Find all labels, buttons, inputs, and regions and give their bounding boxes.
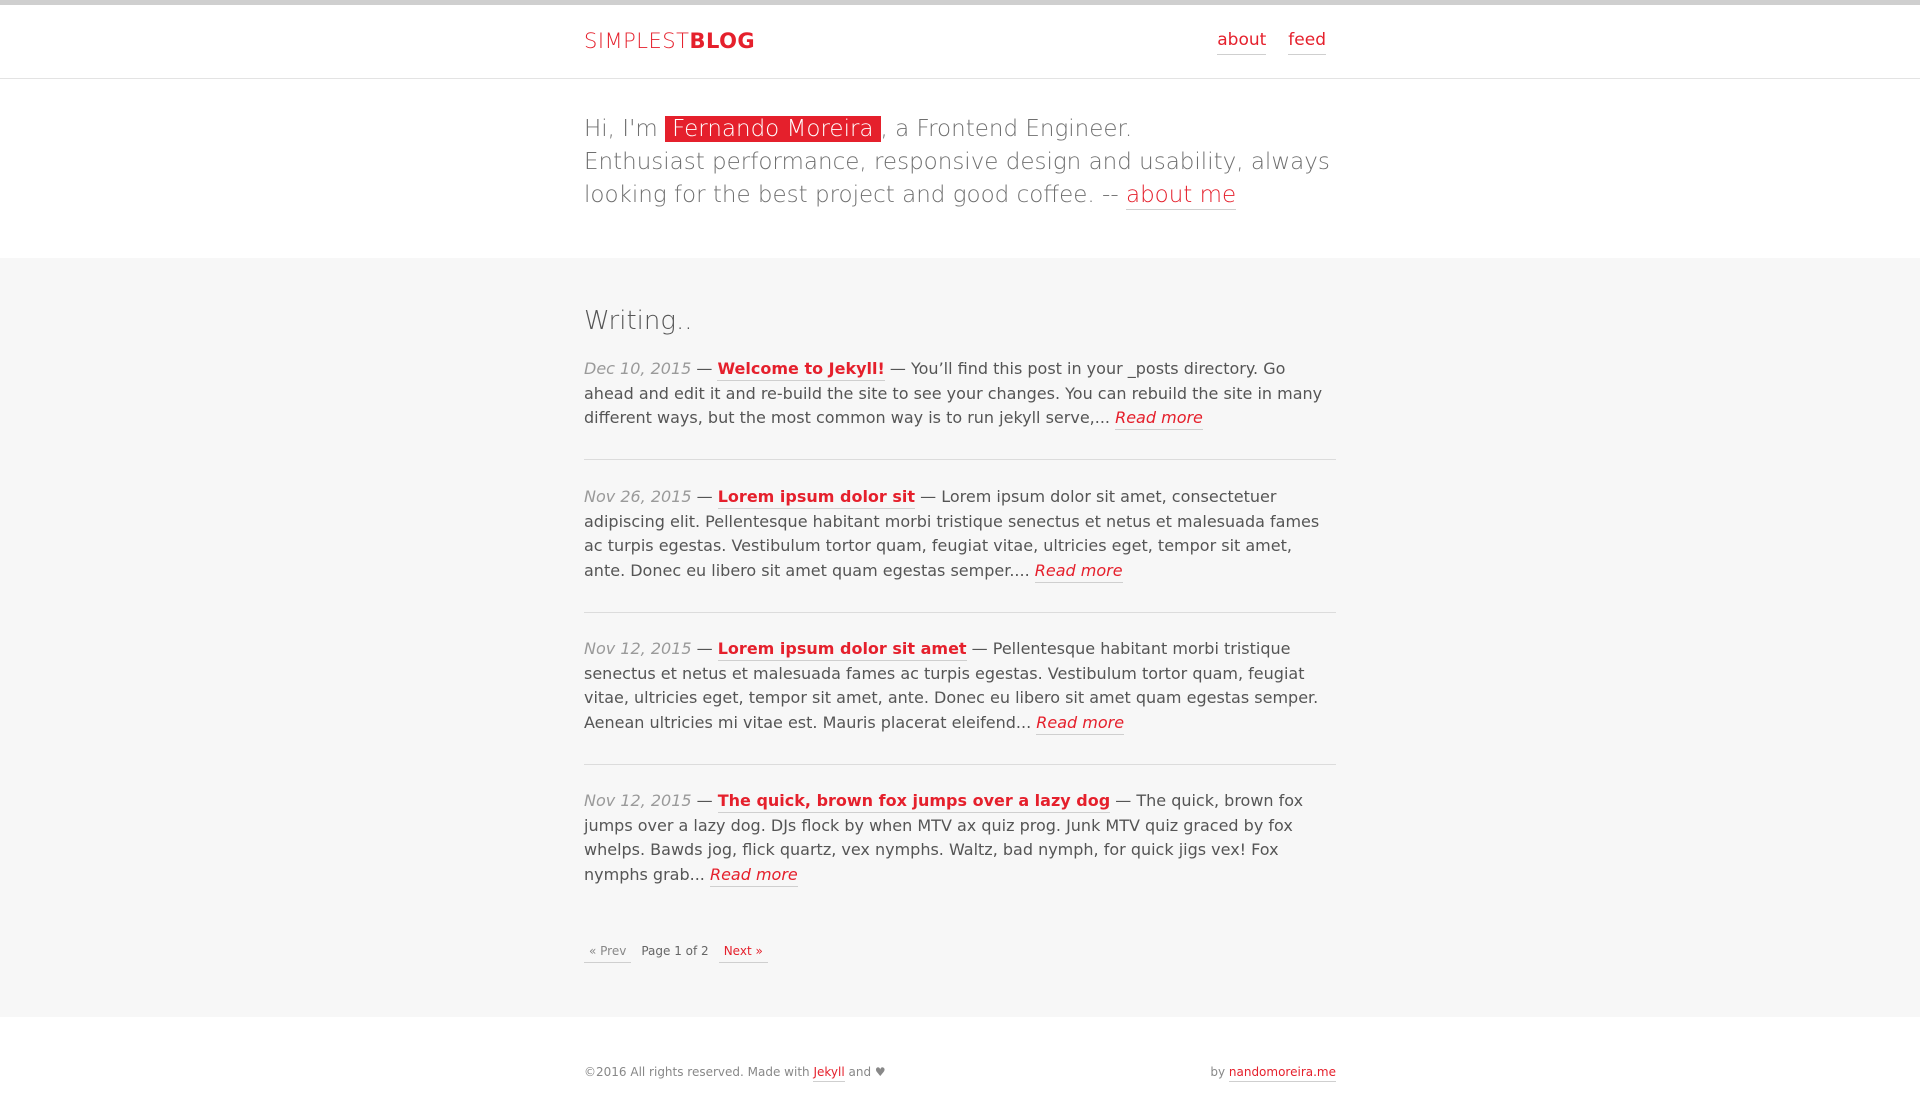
- footer-copyright: [584, 1065, 886, 1079]
- post-title-link[interactable]: The quick, brown fox jumps over a lazy dog: [718, 791, 1110, 813]
- read-more-link[interactable]: Read more: [1115, 408, 1203, 430]
- post-date: Nov 26, 2015: [584, 487, 692, 506]
- by-text: by: [1210, 1065, 1229, 1079]
- read-more-link[interactable]: Read more: [1036, 713, 1124, 735]
- main-nav: [1217, 30, 1326, 55]
- site-logo[interactable]: [584, 29, 755, 55]
- intro-description: Enthusiast performance, responsive design and usability, always looking for the best project and good coffee. --: [584, 149, 1330, 208]
- intro-greeting: Hi, I'm: [584, 116, 666, 142]
- logo-bold-text: BLOG: [689, 29, 756, 53]
- nav-about-link[interactable]: about: [1217, 30, 1266, 55]
- post-excerpt: — You’ll find this post in your _posts directory. Go ahead and edit it and re-build the site to see your changes. You can rebuild the site in many different ways, but the most common way is to run jekyll serve,...: [584, 359, 1323, 427]
- post-date: Nov 12, 2015: [584, 639, 692, 658]
- author-site-link[interactable]: nandomoreira.me: [1229, 1065, 1336, 1082]
- read-more-link[interactable]: Read more: [710, 865, 798, 887]
- logo-light-text: SIMPLEST: [584, 29, 690, 53]
- post-divider: [584, 612, 1336, 613]
- intro-name-highlight: Fernando Moreira: [665, 116, 880, 142]
- about-me-link[interactable]: about me: [1125, 182, 1237, 208]
- post-title-link[interactable]: Lorem ipsum dolor sit amet: [718, 639, 967, 661]
- post-dash: —: [691, 639, 718, 658]
- pagination: [584, 944, 768, 963]
- prev-page-link[interactable]: « Prev: [584, 944, 631, 963]
- read-more-link[interactable]: Read more: [1035, 561, 1123, 583]
- post-dash: —: [691, 487, 718, 506]
- jekyll-link[interactable]: Jekyll: [813, 1065, 844, 1082]
- footer-author: [1210, 1065, 1336, 1079]
- copyright-text: ©2016 All rights reserved. Made with: [584, 1065, 814, 1079]
- section-title: Writing..: [584, 306, 693, 336]
- post-dash: —: [691, 359, 718, 378]
- post-title-link[interactable]: Welcome to Jekyll!: [717, 359, 884, 381]
- post-item: [584, 357, 1336, 431]
- posts-section: [0, 258, 1920, 1017]
- post-excerpt: — Lorem ipsum dolor sit amet, consectetuer adipiscing elit. Pellentesque habitant morbi tristique senectus et netus et malesuada fames ac turpis egestas. Vestibulum tortor quam, feugiat vitae, ultricies eget, tempor sit amet, ante. Donec eu libero sit amet quam egestas semper....: [584, 487, 1320, 580]
- post-item: [584, 637, 1336, 735]
- post-title-link[interactable]: Lorem ipsum dolor sit: [718, 487, 915, 509]
- site-header: [0, 5, 1920, 79]
- post-date: Nov 12, 2015: [584, 791, 692, 810]
- post-item: [584, 789, 1336, 887]
- site-footer: [0, 1017, 1920, 1113]
- next-page-link[interactable]: Next »: [719, 944, 768, 963]
- intro-role: , a Frontend Engineer.: [880, 116, 1133, 142]
- post-excerpt: — The quick, brown fox jumps over a lazy dog. DJs flock by when MTV ax quiz prog. Junk MTV quiz graced by fox whelps. Bawds jog, flick quartz, vex nymphs. Waltz, bad nymph, for quick jigs vex! Fox nymphs grab...: [584, 791, 1304, 884]
- post-divider: [584, 459, 1336, 460]
- made-with-love-text: and ♥: [844, 1065, 886, 1079]
- post-date: Dec 10, 2015: [584, 359, 692, 378]
- nav-feed-link[interactable]: feed: [1288, 30, 1326, 55]
- intro: [584, 113, 1344, 212]
- post-dash: —: [691, 791, 718, 810]
- page-status: Page 1 of 2: [641, 944, 709, 958]
- post-excerpt: — Pellentesque habitant morbi tristique senectus et netus et malesuada fames ac turpis egestas. Vestibulum tortor quam, feugiat vitae, ultricies eget, tempor sit amet, ante. Donec eu libero sit amet quam egestas semper. Aenean ultricies mi vitae est. Mauris placerat eleifend...: [584, 639, 1319, 732]
- post-item: [584, 485, 1336, 583]
- post-divider: [584, 764, 1336, 765]
